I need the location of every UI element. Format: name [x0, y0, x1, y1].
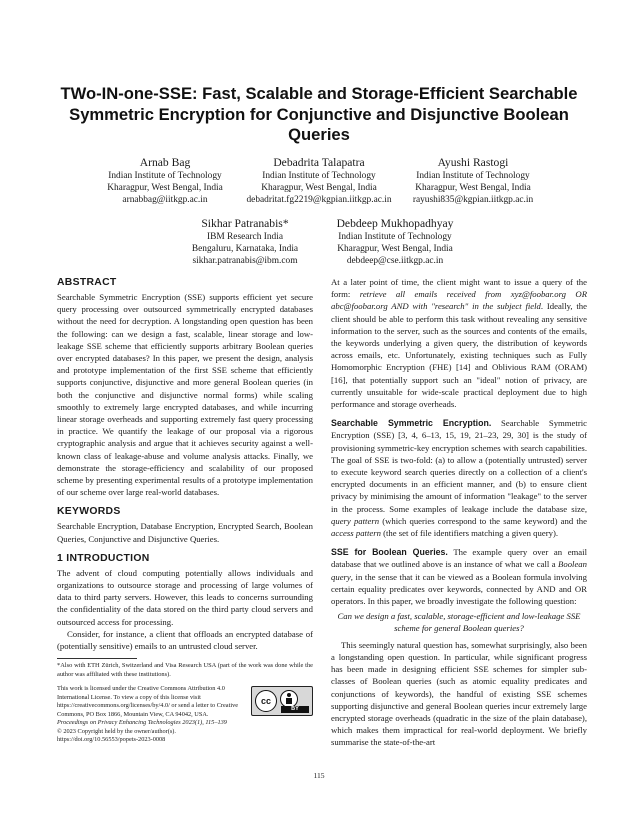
- intro-paragraph: The advent of cloud computing potentially allows individuals and organizations to outsource storage and processing of large volumes of data to third party servers. However, this leads to concerns surrounding the confidentiality of the data stored on the third party cloud servers and outsourced access for processing.: [57, 567, 313, 627]
- cc-by-badge[interactable]: [251, 686, 313, 716]
- page-number: 115: [313, 771, 325, 780]
- intro-paragraph: Consider, for instance, a client that offloads an encrypted database of (potentially sensitive) emails to an untrusted cloud server.: [57, 628, 313, 652]
- paper-title: TWo-IN-one-SSE: Fast, Scalable and Storage-Efficient Searchable Symmetric Encryption for Conjunctive and Disjunctive Boolean Queries: [60, 84, 578, 144]
- boolean-runin-heading: SSE for Boolean Queries.: [331, 547, 448, 558]
- author-email: debdeep@cse.iitkgp.ac.in: [346, 256, 444, 267]
- author-name: Debadrita Talapatra: [273, 156, 365, 169]
- author-name: Sikhar Patranabis*: [201, 217, 289, 230]
- author-email: sikhar.patranabis@ibm.com: [192, 256, 298, 267]
- abstract-heading: ABSTRACT: [57, 277, 117, 288]
- journal-citation: Proceedings on Privacy Enhancing Technologies 2023(1), 115–139: [57, 719, 227, 727]
- author-block: [310, 216, 480, 268]
- author-location: Kharagpur, West Bengal, India: [107, 183, 223, 194]
- research-question: Can we design a fast, scalable, storage-efficient and low-leakage SSE scheme for general Boolean queries?: [337, 611, 581, 634]
- footnote-rule: [57, 658, 137, 659]
- license-block: [57, 685, 313, 744]
- author-location: Kharagpur, West Bengal, India: [261, 183, 377, 194]
- author-affiliation: IBM Research India: [206, 232, 284, 242]
- author-affiliation: Indian Institute of Technology: [262, 171, 376, 181]
- by-label: BY: [281, 706, 309, 713]
- author-location: Kharagpur, West Bengal, India: [415, 183, 531, 194]
- license-text: This work is licensed under the Creative Commons Attribution 4.0 International License. To view a copy of this license visit https://creativecommons.org/licenses/by/4.0/ or send a letter to Creative Commons, PO Box 1866, Mountain View, CA 94042, USA.: [57, 685, 239, 718]
- author-name: Ayushi Rastogi: [437, 156, 509, 169]
- boolean-paragraph: SSE for Boolean Queries. The example query over an email database that we outlined above is an instance of what we call a Boolean query, in the sense that it can be viewed as a Boolean formula involving certain equality predicates over keywords, connected by AND and OR operators. In this paper, we broadly investigate the following question:: [331, 547, 587, 607]
- author-block: [230, 155, 408, 207]
- author-affiliation: Indian Institute of Technology: [338, 232, 452, 242]
- sse-paragraph: Searchable Symmetric Encryption. Searchable Symmetric Encryption (SSE) [3, 4, 6–13, 15, 19, 21–23, 29, 30] is the study of provisioning symmetric-key encryption schemes with search capabilities. The goal of SSE is two-fold: (a) to allow a (potentially untrusted) server to execute keyword search queries directly on a collection of a client's encrypted documents in an efficient manner, and (b) to ensure client privacy by minimising the amount of information "leakage" to the server in the process. Some examples of leakage include the database size, query pattern (which queries correspond to the same keyword) and the access pattern (the set of file identifiers matching a given query).: [331, 418, 587, 539]
- abstract-text: Searchable Symmetric Encryption (SSE) supports efficient yet secure query processing over outsourced symmetrically encrypted databases without the need for decryption. A longstanding open question has been the following: can we design a fast, scalable, linear storage and low-leakage SSE scheme that efficiently supports arbitrary Boolean queries over encrypted databases? In this paper, we present the design, analysis and prototype implementation of the first SSE scheme that efficiently supports conjunctive, disjunctive and more general Boolean queries (in both the conjunctive and disjunctive normal forms) while scaling smoothly to extremely large encrypted databases, and while incurring linear storage overheads and supporting extremely fast query processing in practice. We quantify the leakage of our proposal via a rigorous cryptographic analysis and argue that it achieves security against a well-known class of leakage-abuse and volume analysis attacks. Finally, we demonstrate the storage-efficiency and scalability of our proposed scheme by presenting experimental results of a prototype implementation of our scheme over large real-world databases.: [57, 292, 313, 498]
- copyright-line: © 2023 Copyright held by the owner/author(s).: [57, 727, 176, 735]
- author-location: Kharagpur, West Bengal, India: [337, 244, 453, 255]
- left-column: [57, 276, 313, 744]
- author-block: [388, 155, 558, 207]
- author-email: rayushi835@kgpian.iitkgp.ac.in: [412, 195, 534, 206]
- author-location: Bengaluru, Karnataka, India: [191, 244, 299, 255]
- state-of-art-paragraph: This seemingly natural question has, somewhat surprisingly, also been a longstanding open question. In particular, while significant progress has been made in designing efficient SSE schemes for simpler sub-classes of Boolean queries (such as atomic equality predicates and conjunctions of keywords), the handful of existing SSE schemes supporting disjunctive and general Boolean queries incur extremely large encrypted storage overheads (quadratic in the size of the plain database), which makes them impractical for real-world deployment. We briefly summarise the state-of-the-art: [331, 639, 587, 748]
- author-footnote: *Also with ETH Zürich, Switzerland and Visa Research USA (part of the work was done while the author was affiliated with these institutions).: [57, 662, 313, 678]
- doi-link[interactable]: https://doi.org/10.56553/popets-2023-0008: [57, 735, 166, 743]
- sse-runin-heading: Searchable Symmetric Encryption.: [331, 418, 492, 429]
- keywords-heading: KEYWORDS: [57, 506, 121, 518]
- author-block: [80, 155, 250, 207]
- intro-continued-paragraph: At a later point of time, the client might want to issue a query of the form: retrieve all emails received from xyz@foobar.org OR abc@foobar.org AND with "research" in the subject field. Ideally, the client should be able to perform this task without revealing any sensitive information to the server, such as the sources and contents of the emails, the keywords underlying a given query, the distribution of keywords across emails, etc. Unfortunately, existing techniques such as Fully Homomorphic Encryption (FHE) [14] and Oblivious RAM (ORAM) [16], that potentially support such an "ideal" notion of privacy, are currently unsuitable for wide-scale practical deployment due to high performance and storage overheads.: [331, 277, 587, 410]
- author-block: [160, 216, 330, 268]
- author-name: Arnab Bag: [139, 156, 191, 169]
- example-query: retrieve all emails received from xyz@foobar.org OR abc@foobar.org AND with "research" in the subject field: [331, 289, 587, 312]
- right-column: [331, 276, 587, 749]
- author-affiliation: Indian Institute of Technology: [108, 171, 222, 181]
- author-name: Debdeep Mukhopadhyay: [336, 217, 454, 230]
- keywords-text: Searchable Encryption, Database Encryption, Encrypted Search, Boolean Queries, Conjunctive and Disjunctive Queries.: [57, 521, 313, 544]
- author-affiliation: Indian Institute of Technology: [416, 171, 530, 181]
- author-email: arnabbag@iitkgp.ac.in: [122, 195, 208, 206]
- author-email: debadritat.fg2219@kgpian.iitkgp.ac.in: [246, 195, 392, 206]
- cc-icon: cc: [255, 690, 277, 712]
- introduction-heading: 1 INTRODUCTION: [57, 552, 150, 564]
